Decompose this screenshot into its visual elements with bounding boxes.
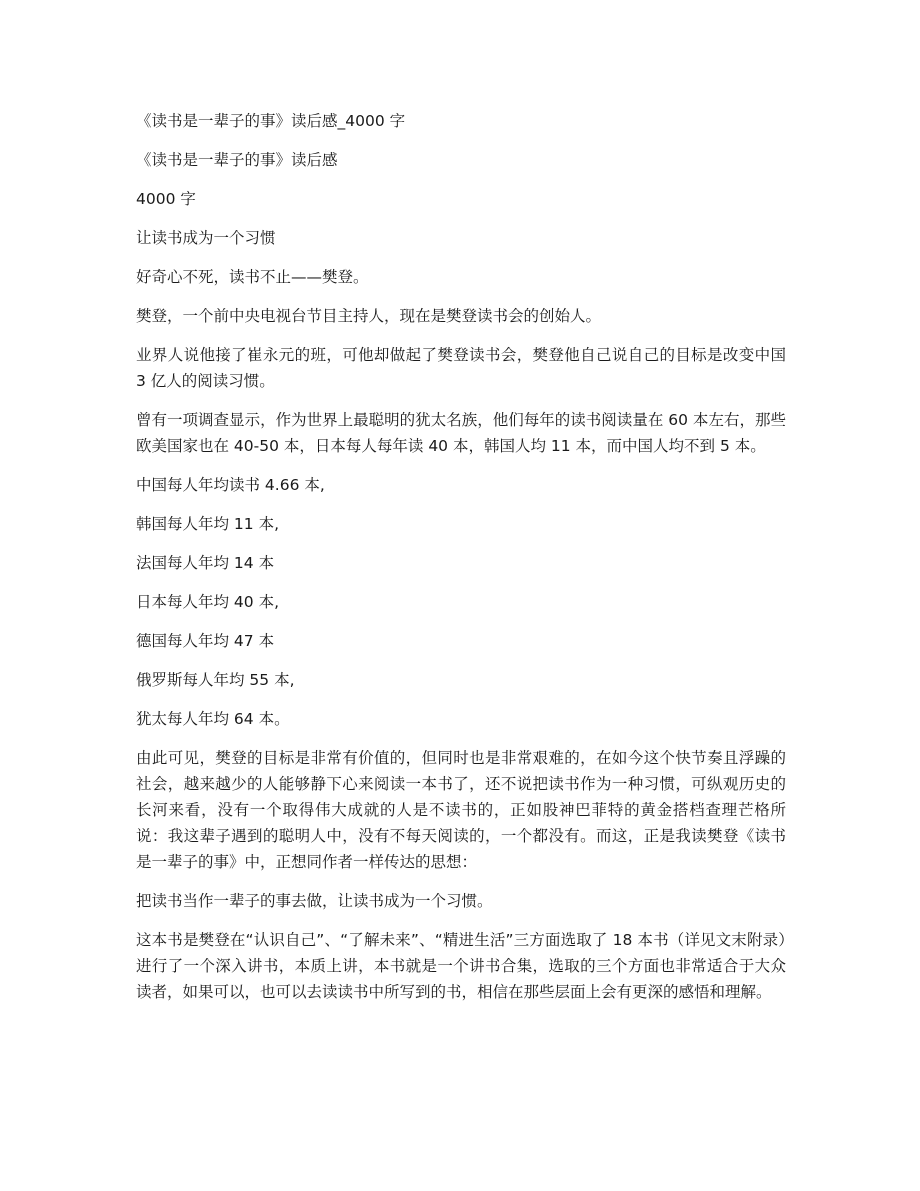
- paragraph: 把读书当作一辈子的事去做，让读书成为一个习惯。: [136, 892, 493, 910]
- paragraph: 樊登，一个前中央电视台节目主持人，现在是樊登读书会的创始人。: [136, 307, 602, 325]
- paragraph: 由此可见，樊登的目标是非常有价值的，但同时也是非常艰难的，在如今这个快节奏且浮躁的社会，越来越少的人能够静下心来阅读一本书了，还不说把读书作为一种习惯，可纵观历史的长河来看，没有一个取得伟大成就的人是不读书的，正如股神巴菲特的黄金搭档查理芒格所说：我这辈子遇到的聪明人中，没有不每天阅读的，一个都没有。而这，正是我读樊登《读书是一辈子的事》中，正想同作者一样传达的思想：: [136, 749, 786, 871]
- stat-line: 犹太每人年均 64 本。: [136, 710, 290, 728]
- stat-line: 日本每人年均 40 本,: [136, 593, 280, 611]
- word-count: 4000 字: [136, 190, 196, 208]
- document-title: 《读书是一辈子的事》读后感_4000 字: [136, 112, 406, 130]
- document-subtitle: 《读书是一辈子的事》读后感: [136, 151, 338, 169]
- stat-line: 俄罗斯每人年均 55 本,: [136, 671, 295, 689]
- stat-line: 中国每人年均读书 4.66 本,: [136, 476, 325, 494]
- paragraph: 好奇心不死，读书不止——樊登。: [136, 268, 369, 286]
- document-body: [136, 108, 786, 1018]
- stat-line: 韩国每人年均 11 本,: [136, 515, 280, 533]
- section-heading: 让读书成为一个习惯: [136, 229, 276, 247]
- paragraph: 曾有一项调查显示，作为世界上最聪明的犹太名族，他们每年的读书阅读量在 60 本左右，那些欧美国家也在 40-50 本，日本每人每年读 40 本，韩国人均 11 本，而中国人均不到 5 本。: [136, 411, 786, 455]
- paragraph: 这本书是樊登在“认识自己”、“了解未来”、“精进生活”三方面选取了 18 本书（详见文末附录）进行了一个深入讲书，本质上讲，本书就是一个讲书合集，选取的三个方面也非常适合于大众读者，如果可以，也可以去读读书中所写到的书，相信在那些层面上会有更深的感悟和理解。: [136, 931, 786, 1001]
- stat-line: 德国每人年均 47 本: [136, 632, 275, 650]
- stat-line: 法国每人年均 14 本: [136, 554, 275, 572]
- paragraph: 业界人说他接了崔永元的班，可他却做起了樊登读书会，樊登他自己说自己的目标是改变中国 3 亿人的阅读习惯。: [136, 346, 786, 390]
